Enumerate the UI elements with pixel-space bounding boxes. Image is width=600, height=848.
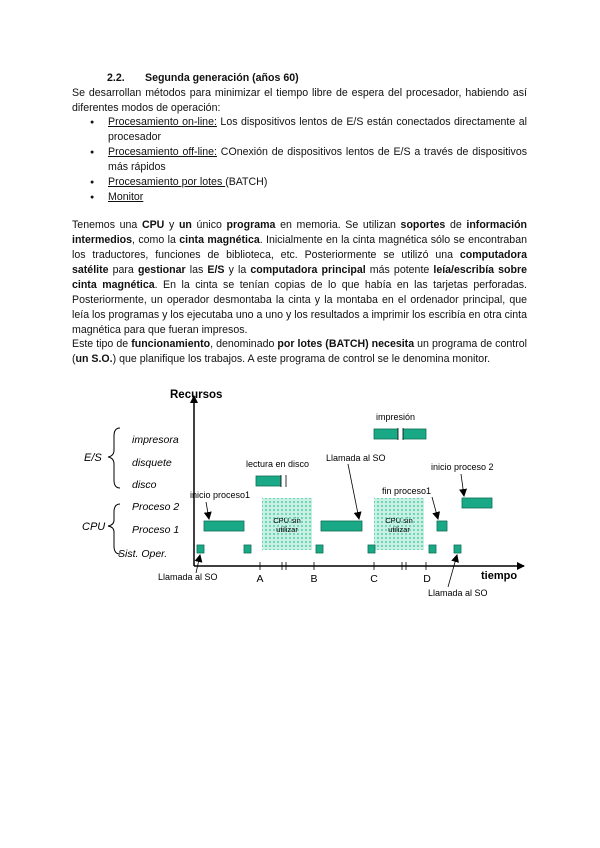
so-call-bar	[197, 545, 204, 553]
so-call-bar	[454, 545, 461, 553]
bullet-term: Monitor	[108, 191, 144, 203]
intro-paragraph: Se desarrollan métodos para minimizar el tiempo libre de espera del procesador, habiendo así diferentes modos de operación:	[72, 87, 527, 114]
arrow-llamada-so-left	[196, 555, 200, 573]
bold-run: computadora satélite	[72, 249, 527, 276]
list-item	[92, 175, 527, 190]
bullet-term: Procesamiento por lotes	[108, 176, 226, 188]
bar-gap	[281, 475, 286, 487]
so-call-bar	[429, 545, 436, 553]
group-label-cpu: CPU	[82, 521, 106, 533]
label-fin-proceso1: fin proceso1	[382, 486, 432, 496]
row-label-impresora: impresora	[132, 434, 179, 446]
arrow-llamada-so-top	[348, 464, 359, 519]
so-call-bar	[244, 545, 251, 553]
arrow-inicio-proceso2	[461, 474, 464, 496]
section-number: 2.2.	[107, 72, 125, 84]
bold-run: un S.O.	[75, 353, 113, 365]
so-call-bar	[368, 545, 375, 553]
text-run: único	[191, 219, 227, 231]
text-run: y la	[224, 264, 251, 276]
bold-run: por lotes (BATCH) necesita	[277, 338, 415, 350]
time-mark-d: D	[423, 573, 431, 585]
label-llamada-so-right: Llamada al SO	[428, 588, 488, 598]
disco-read-bar	[256, 476, 284, 486]
text-run: Este tipo de	[72, 338, 132, 350]
batch-timeline-diagram	[76, 380, 531, 602]
time-mark-c: C	[370, 573, 378, 585]
bold-run: E/S	[207, 264, 225, 276]
bullet-text: (BATCH)	[225, 176, 268, 188]
row-label-proceso-2: Proceso 2	[132, 501, 180, 513]
text-run: ) que planifique los trabajos. A este programa de control se le denomina monitor.	[112, 353, 491, 365]
list-item	[92, 115, 527, 145]
proceso2-bar	[462, 498, 492, 508]
bold-run: CPU	[141, 219, 165, 231]
cpu-idle-label: utilizar	[276, 525, 298, 534]
row-label-proceso-1: Proceso 1	[132, 524, 180, 536]
text-run: . Inicialmente en la cinta magnética sólo se encontraban los traductores, funciones de biblioteca, etc. Posteriormente se utilizó una	[72, 234, 527, 261]
text-run: . En la cinta se tenían copias de lo que había en las tarjetas perforadas. Posteriormente, un operador desmontaba la cinta y la montaba en el ordenador principal, que leía los programas y los ejecutaba uno a uno y los resultados a imprimir los escribía en otra cinta magnética para que fueran impresos.	[72, 279, 527, 336]
cpu-idle-label: CPU sin	[385, 516, 413, 525]
bold-run: cinta magnética	[179, 234, 260, 246]
text-run: de	[445, 219, 467, 231]
list-item	[92, 190, 527, 205]
section-title: Segunda generación (años 60)	[145, 72, 299, 84]
proceso1-bar	[321, 521, 362, 531]
operation-modes-list	[92, 115, 527, 205]
text-run: más potente	[365, 264, 434, 276]
section-heading	[107, 72, 299, 84]
label-llamada-so-top: Llamada al SO	[326, 453, 386, 463]
main-paragraph	[72, 218, 527, 338]
row-label-disquete: disquete	[132, 457, 172, 469]
text-run: y	[164, 219, 179, 231]
bullet-text: Los dispositivos lentos de E/S están conectados directamente al procesador	[108, 116, 527, 143]
bold-run: funcionamiento	[131, 338, 211, 350]
arrow-fin-proceso1	[432, 497, 438, 519]
time-mark-b: B	[310, 573, 318, 585]
arrow-inicio-proceso1	[206, 502, 209, 519]
label-llamada-so-left: Llamada al SO	[158, 572, 218, 582]
bullet-term: Procesamiento off-line:	[108, 146, 218, 158]
cpu-brace	[108, 504, 120, 554]
bullet-term: Procesamiento on-line:	[108, 116, 217, 128]
proceso1-bar	[437, 521, 447, 531]
time-mark-a: A	[256, 573, 264, 585]
arrow-llamada-so-right	[448, 555, 457, 587]
bullet-text: COnexión de dispositivos lentos de E/S a través de dispositivos más rápidos	[108, 146, 528, 173]
cpu-idle-label: CPU sin	[273, 516, 301, 525]
text-run: , como la	[132, 234, 180, 246]
so-call-bar	[316, 545, 323, 553]
x-axis-title: tiempo	[481, 570, 518, 582]
text-run: un programa de control (	[72, 338, 527, 365]
bold-run: programa	[226, 219, 276, 231]
text-run: Tenemos una	[72, 219, 142, 231]
group-label-es: E/S	[84, 452, 102, 464]
cpu-idle-label: utilizar	[388, 525, 410, 534]
list-item	[92, 145, 527, 175]
bold-run: computadora principal	[250, 264, 366, 276]
row-label-disco: disco	[132, 479, 157, 491]
label-inicio-proceso1: inicio proceso1	[190, 490, 251, 500]
label-lectura-disco: lectura en disco	[246, 459, 310, 469]
bold-run: leía/escribía sobre cinta magnética	[72, 264, 528, 291]
bold-run: soportes	[400, 219, 446, 231]
text-run: , denominado	[210, 338, 278, 350]
proceso1-bar	[204, 521, 244, 531]
text-run: en memoria. Se utilizan	[275, 219, 401, 231]
bold-run: un	[178, 219, 192, 231]
bar-gap	[398, 428, 403, 440]
bold-run: gestionar	[137, 264, 186, 276]
text-run: las	[185, 264, 208, 276]
label-impresion: impresión	[376, 412, 416, 422]
text-run: para	[108, 264, 138, 276]
batch-paragraph	[72, 337, 527, 367]
y-axis-title: Recursos	[170, 389, 223, 401]
bold-run: información intermedios	[72, 219, 528, 246]
label-inicio-proceso2: inicio proceso 2	[431, 462, 494, 472]
row-label-sist-oper: Sist. Oper.	[118, 548, 168, 560]
es-brace	[108, 428, 120, 488]
